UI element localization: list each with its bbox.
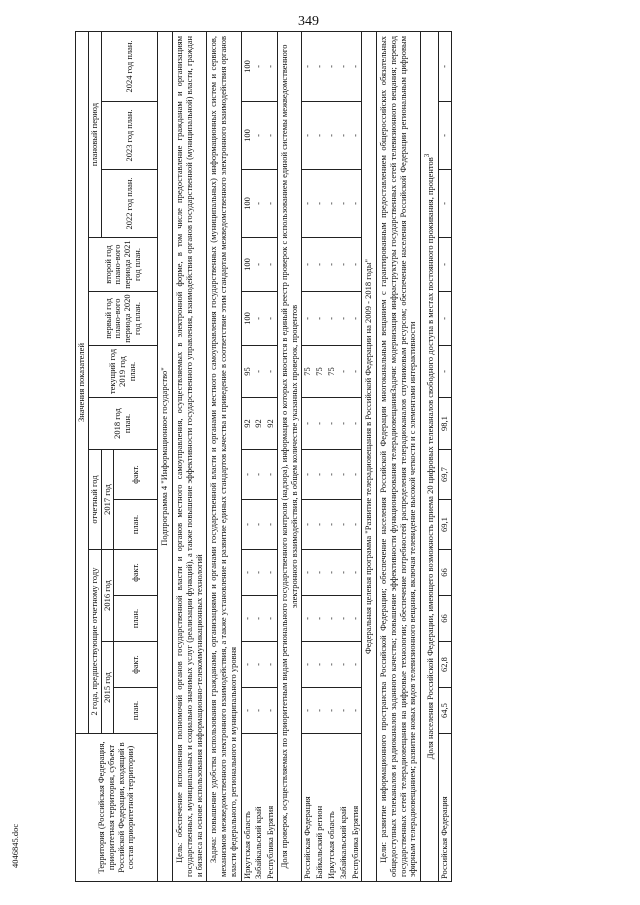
value-cell: - <box>314 688 326 734</box>
value-cell: - <box>338 550 350 596</box>
value-cell: - <box>314 596 326 642</box>
value-cell: - <box>302 500 314 550</box>
value-cell: 92 <box>265 398 277 450</box>
value-cell: - <box>314 170 326 238</box>
value-cell: - <box>338 642 350 688</box>
value-cell: 66 <box>438 596 451 642</box>
value-cell: - <box>302 292 314 346</box>
value-cell: - <box>253 292 265 346</box>
value-cell: - <box>338 102 350 170</box>
value-cell: - <box>253 500 265 550</box>
group-2-rows <box>302 31 362 881</box>
value-cell: 95 <box>241 346 253 398</box>
value-cell: - <box>338 596 350 642</box>
value-cell: - <box>241 500 253 550</box>
header-2017: 2017 год <box>101 450 114 550</box>
value-cell: - <box>265 500 277 550</box>
value-cell: - <box>438 170 451 238</box>
value-cell: - <box>253 102 265 170</box>
value-cell: - <box>302 102 314 170</box>
header-current-year: текущий год 2019 год план. <box>88 346 158 398</box>
value-cell: 75 <box>314 346 326 398</box>
value-cell: - <box>241 450 253 500</box>
value-cell: - <box>241 596 253 642</box>
value-cell: - <box>326 398 338 450</box>
fcp-title: Федеральная целевая программа "Развитие телерадиовещания в Российской Федерации на 2009 - 2018 годы" <box>362 31 377 881</box>
value-cell: - <box>241 550 253 596</box>
preceding-years-header: 2 года, предшествующие отчетному году <box>88 550 101 734</box>
value-cell: - <box>350 450 362 500</box>
value-cell: - <box>438 292 451 346</box>
header-plan: план. <box>114 596 158 642</box>
value-cell: - <box>350 642 362 688</box>
header-2016: 2016 год <box>101 550 114 642</box>
indicators-table <box>75 31 452 882</box>
value-cell: 98,1 <box>438 398 451 450</box>
value-cell: 92 <box>241 398 253 450</box>
value-cell: - <box>253 170 265 238</box>
header-fact: факт. <box>114 450 158 500</box>
value-cell: - <box>314 238 326 292</box>
value-cell: - <box>350 500 362 550</box>
header-2022: 2022 год план. <box>101 170 158 238</box>
reporting-year-header: отчетный год <box>88 450 101 550</box>
value-cell: - <box>350 102 362 170</box>
value-cell: - <box>302 238 314 292</box>
value-cell: - <box>241 688 253 734</box>
table-row <box>350 31 362 881</box>
value-cell: - <box>253 450 265 500</box>
value-cell: - <box>350 688 362 734</box>
value-cell: - <box>438 346 451 398</box>
value-cell: - <box>302 170 314 238</box>
value-cell: - <box>326 292 338 346</box>
value-cell: - <box>350 596 362 642</box>
value-cell: - <box>338 346 350 398</box>
fcp-indicator: Доля населения Российской Федерации, имеющего возможность приема 20 цифровых телеканалов свободного доступа в местах постоянного проживания, процентов <box>424 157 435 760</box>
header-plan: план. <box>114 500 158 550</box>
value-cell: - <box>326 642 338 688</box>
value-cell: 75 <box>326 346 338 398</box>
value-cell: - <box>314 102 326 170</box>
value-cell: - <box>338 398 350 450</box>
value-cell: - <box>314 398 326 450</box>
value-cell: - <box>326 500 338 550</box>
table-row <box>253 31 265 881</box>
value-cell: - <box>326 31 338 101</box>
value-cell: - <box>326 170 338 238</box>
value-cell: - <box>326 596 338 642</box>
values-header: Значения показателей <box>76 31 89 733</box>
value-cell: - <box>265 102 277 170</box>
header-2018: 2018 год план. <box>88 398 158 450</box>
territory-cell: Российская Федерация <box>302 734 314 882</box>
value-cell: 75 <box>302 346 314 398</box>
value-cell: - <box>265 31 277 101</box>
value-cell: - <box>350 398 362 450</box>
value-cell: - <box>326 450 338 500</box>
header-fact: факт. <box>114 642 158 688</box>
value-cell: - <box>338 31 350 101</box>
page-number: 349 <box>298 14 319 29</box>
value-cell: - <box>350 346 362 398</box>
value-cell: - <box>338 170 350 238</box>
value-cell: - <box>350 550 362 596</box>
value-cell: - <box>326 550 338 596</box>
value-cell: - <box>302 550 314 596</box>
header-2024: 2024 год план. <box>101 31 158 101</box>
task-text: Задача: повышение удобства использования гражданами, организациями и органами государственной власти и органами местного самоуправления государственных (муниципальных) информационных систем и сервисов, механизмов межведомственного электронного взаимодействия, а также установление и развитие единых стандартов качества и приведение в соответствие этим стандартам межведомственного электронного взаимодействия органов власти федерального, регионального и муниципального уровня <box>207 31 241 881</box>
table-body <box>158 31 241 881</box>
value-cell: - <box>265 346 277 398</box>
value-cell: - <box>314 292 326 346</box>
document-id: 4046845.doc <box>10 823 20 868</box>
planned-period-header: плановый период <box>88 31 101 237</box>
fcp-goal: Цели: развитие информационного пространства Российской Федерации; обеспечение населения Российской Федерации многоканальным вещанием с гарантированным предоставлением общероссийских обязательных общедоступных телеканалов и радиоканалов заданного качества; повышение эффективности функционирования телерадиовещанияЗадачи: модернизация инфраструктуры государственных сетей телевизионного вещания; перевод государственных сетей телерадиовещания на цифровые технологии; обеспечение потребностей распределения телерадиоканалов спутниковым ресурсом; обеспечение населения Российской Федерации региональным цифровым эфирным телерадиовещанием; развитие новых видов телевизионного вещания, включая телевидение высокой четкости и с элементами интерактивности <box>377 31 421 881</box>
value-cell: - <box>350 238 362 292</box>
value-cell: 100 <box>241 102 253 170</box>
value-cell: 66 <box>438 550 451 596</box>
value-cell: - <box>253 642 265 688</box>
table-row <box>314 31 326 881</box>
value-cell: - <box>253 346 265 398</box>
value-cell: - <box>338 292 350 346</box>
value-cell: 100 <box>241 170 253 238</box>
value-cell: 69,7 <box>438 450 451 500</box>
value-cell: - <box>253 596 265 642</box>
value-cell: - <box>338 450 350 500</box>
value-cell: - <box>302 31 314 101</box>
value-cell: - <box>253 31 265 101</box>
value-cell: - <box>265 450 277 500</box>
value-cell: - <box>265 550 277 596</box>
header-first-plan-year: первый год плано-вого периода 2020 год план. <box>88 292 158 346</box>
subprogram-title: Подпрограмма 4 "Информационное государство" <box>158 31 173 881</box>
fcp-indicator-cell <box>421 31 439 881</box>
header-plan: план. <box>114 688 158 734</box>
value-cell: - <box>314 642 326 688</box>
value-cell: - <box>302 398 314 450</box>
value-cell: - <box>350 31 362 101</box>
value-cell: 69,1 <box>438 500 451 550</box>
rotated-table-container <box>75 32 630 882</box>
group-3-rows <box>438 31 451 881</box>
value-cell: 62,8 <box>438 642 451 688</box>
value-cell: 100 <box>241 31 253 101</box>
value-cell: - <box>253 238 265 292</box>
value-cell: - <box>265 688 277 734</box>
value-cell: - <box>438 31 451 101</box>
header-2023: 2023 год план. <box>101 102 158 170</box>
value-cell: - <box>350 170 362 238</box>
header-second-plan-year: второй год плано-вого периода 2021 год план. <box>88 238 158 292</box>
group-1-rows <box>241 31 277 881</box>
territory-cell: Забайкальский край <box>338 734 350 882</box>
header-fact: факт. <box>114 550 158 596</box>
value-cell: - <box>314 31 326 101</box>
value-cell: 92 <box>253 398 265 450</box>
value-cell: - <box>265 170 277 238</box>
value-cell: - <box>265 238 277 292</box>
territory-cell: Российская Федерация <box>438 734 451 882</box>
goal-text: Цель: обеспечение исполнения полномочий органов государственной власти и органов местного самоуправления, осуществляемых в электронной форме, в том числе предоставление гражданам и организациям государственных, муниципальных и социально значимых услуг (реализации функций), а также повышение эффективности государственного управления, взаимодействия органов государственной (муниципальной) власти, граждан и бизнеса на основе использования информационно-телекоммуникационных технологий <box>173 31 207 881</box>
value-cell: - <box>314 550 326 596</box>
value-cell: - <box>314 500 326 550</box>
value-cell: - <box>265 642 277 688</box>
header-2015: 2015 год <box>101 642 114 734</box>
value-cell: - <box>350 292 362 346</box>
table-row <box>338 31 350 881</box>
value-cell: 100 <box>241 238 253 292</box>
table-row <box>265 31 277 881</box>
value-cell: - <box>338 500 350 550</box>
value-cell: - <box>302 642 314 688</box>
value-cell: - <box>438 102 451 170</box>
value-cell: - <box>326 238 338 292</box>
value-cell: - <box>302 596 314 642</box>
table-row <box>302 31 314 881</box>
table-header <box>76 31 158 881</box>
value-cell: - <box>302 450 314 500</box>
territory-header: Территория (Российская Федерация, приоритетная территория, субъект Российской Федерации, входящий в состав приоритетной территории) <box>76 734 158 882</box>
territory-cell: Байкальский регион <box>314 734 326 882</box>
value-cell: 100 <box>241 292 253 346</box>
value-cell: - <box>265 596 277 642</box>
value-cell: - <box>338 688 350 734</box>
table-row <box>241 31 253 881</box>
territory-cell: Забайкальский край <box>253 734 265 882</box>
footnote-mark: 3 <box>423 153 432 158</box>
value-cell: - <box>438 238 451 292</box>
indicator-text: Доля проверок, осуществляемых по приоритетным видам регионального государственного контроля (надзора), информация о которых вносится в единый реестр проверок с использованием единой системы межведомственного электронного взаимодействия, в общем количестве указанных проверок, процентов <box>277 31 302 881</box>
value-cell: - <box>326 688 338 734</box>
table-row <box>326 31 338 881</box>
value-cell: - <box>302 688 314 734</box>
value-cell: - <box>253 688 265 734</box>
value-cell: - <box>338 238 350 292</box>
value-cell: 64,5 <box>438 688 451 734</box>
territory-cell: Республика Бурятия <box>265 734 277 882</box>
table-row <box>438 31 451 881</box>
value-cell: - <box>253 550 265 596</box>
value-cell: - <box>241 642 253 688</box>
territory-cell: Иркутская область <box>241 734 253 882</box>
value-cell: - <box>265 292 277 346</box>
territory-cell: Иркутская область <box>326 734 338 882</box>
territory-cell: Республика Бурятия <box>350 734 362 882</box>
value-cell: - <box>314 450 326 500</box>
value-cell: - <box>326 102 338 170</box>
